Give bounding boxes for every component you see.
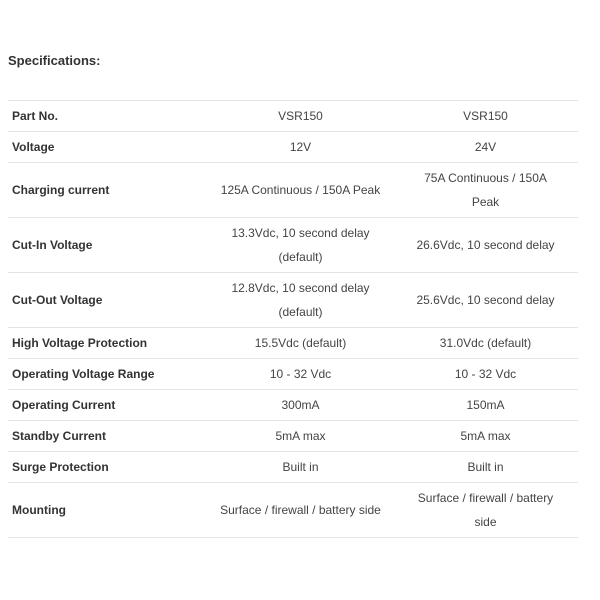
table-row — [8, 359, 578, 390]
vsr150-12v-value: 12V — [208, 132, 393, 163]
row-label: Charging current — [8, 163, 208, 218]
vsr150-12v-value: 10 - 32 Vdc — [208, 359, 393, 390]
row-label: Part No. — [8, 101, 208, 132]
table-row — [8, 163, 578, 218]
vsr150-24v-value: VSR150 — [393, 101, 578, 132]
vsr150-12v-value: VSR150 — [208, 101, 393, 132]
table-row — [8, 328, 578, 359]
vsr150-24v-value: 150mA — [393, 390, 578, 421]
table-row — [8, 132, 578, 163]
table-row — [8, 452, 578, 483]
vsr150-24v-value: 10 - 32 Vdc — [393, 359, 578, 390]
table-row — [8, 101, 578, 132]
specifications-table — [8, 100, 578, 538]
row-label: Operating Voltage Range — [8, 359, 208, 390]
row-label: Mounting — [8, 483, 208, 538]
specifications-heading: Specifications: — [8, 53, 101, 68]
row-label: Cut-Out Voltage — [8, 273, 208, 328]
vsr150-24v-value: 25.6Vdc, 10 second delay — [393, 273, 578, 328]
vsr150-12v-value: 15.5Vdc (default) — [208, 328, 393, 359]
row-label: Cut-In Voltage — [8, 218, 208, 273]
table-row — [8, 218, 578, 273]
vsr150-12v-value: 13.3Vdc, 10 second delay (default) — [208, 218, 393, 273]
table-row — [8, 421, 578, 452]
vsr150-12v-value: 5mA max — [208, 421, 393, 452]
vsr150-12v-value: 125A Continuous / 150A Peak — [208, 163, 393, 218]
table-row — [8, 483, 578, 538]
table-row — [8, 273, 578, 328]
vsr150-24v-value: Surface / firewall / battery side — [393, 483, 578, 538]
vsr150-12v-value: Built in — [208, 452, 393, 483]
vsr150-24v-value: Built in — [393, 452, 578, 483]
vsr150-24v-value: 5mA max — [393, 421, 578, 452]
row-label: Surge Protection — [8, 452, 208, 483]
row-label: Standby Current — [8, 421, 208, 452]
vsr150-24v-value: 24V — [393, 132, 578, 163]
vsr150-24v-value: 26.6Vdc, 10 second delay — [393, 218, 578, 273]
row-label: Operating Current — [8, 390, 208, 421]
table-row — [8, 390, 578, 421]
vsr150-24v-value: 75A Continuous / 150A Peak — [393, 163, 578, 218]
vsr150-24v-value: 31.0Vdc (default) — [393, 328, 578, 359]
row-label: Voltage — [8, 132, 208, 163]
vsr150-12v-value: 12.8Vdc, 10 second delay (default) — [208, 273, 393, 328]
vsr150-12v-value: Surface / firewall / battery side — [208, 483, 393, 538]
row-label: High Voltage Protection — [8, 328, 208, 359]
vsr150-12v-value: 300mA — [208, 390, 393, 421]
